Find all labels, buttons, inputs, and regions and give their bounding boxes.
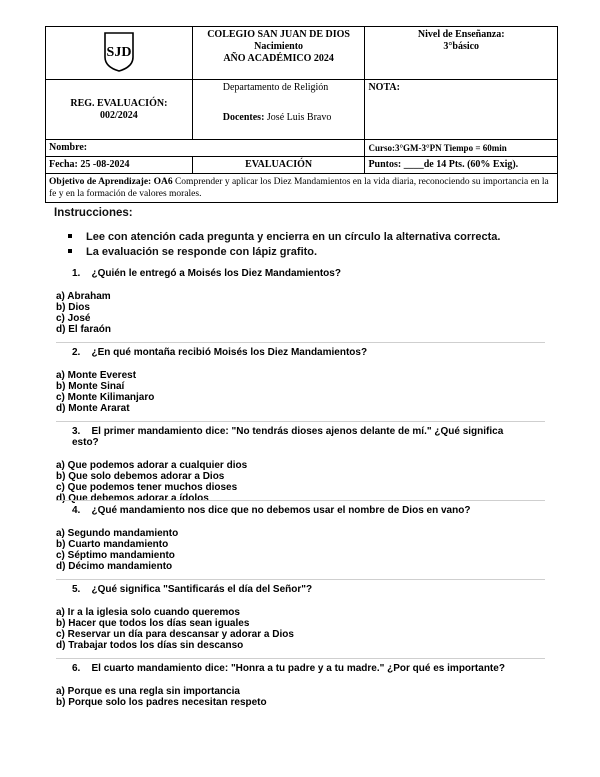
option-a[interactable]: a) Abraham: [56, 291, 111, 302]
option-c[interactable]: c) Que podemos tener muchos dioses: [56, 482, 238, 493]
reg-value: 002/2024: [99, 109, 138, 121]
instruction-item: La evaluación se responde con lápiz grafito.: [68, 246, 556, 258]
question-title: 6. El cuarto mandamiento dice: "Honra a tu padre y a tu madre." ¿Por qué es importante?: [72, 663, 505, 674]
question-options: [0, 291, 530, 335]
divider: [56, 658, 545, 659]
question-title: 4. ¿Qué mandamiento nos dice que no debemos usar el nombre de Dios en vano?: [72, 505, 471, 516]
option-d[interactable]: d) El faraón: [56, 324, 112, 335]
option-c[interactable]: c) Reservar un día para descansar y adorar a Dios: [56, 629, 294, 640]
option-c[interactable]: c) José: [56, 313, 91, 324]
evaluacion-title: EVALUACIÓN: [245, 159, 313, 170]
question-title: 3. El primer mandamiento dice: "No tendrás dioses ajenos delante de mí." ¿Qué significa esto?: [72, 426, 504, 448]
reg-cell: [46, 80, 193, 140]
level-cell: [365, 27, 558, 80]
puntos-cell: [365, 157, 558, 174]
question-options: [0, 460, 530, 504]
academic-year: AÑO ACADÉMICO 2024: [223, 53, 334, 64]
curso-cell: [365, 140, 558, 157]
option-b[interactable]: b) Porque solo los padres necesitan respeto: [56, 697, 267, 708]
question-options: [0, 370, 530, 414]
puntos-text: Puntos: ____de 14 Pts. (60% Exig).: [368, 159, 519, 170]
instructions-list: [56, 231, 556, 258]
option-a[interactable]: a) Que podemos adorar a cualquier dios: [56, 460, 248, 471]
school-city: Nacimiento: [254, 41, 304, 52]
question-4: [0, 505, 530, 572]
svg-text:SJD: SJD: [106, 45, 132, 60]
exam-header-table: [45, 26, 558, 203]
docentes-value: José Luis Bravo: [266, 112, 332, 123]
question-1: [0, 268, 530, 335]
nota-label: NOTA:: [368, 82, 400, 93]
objetivo-label: Objetivo de Aprendizaje: OA6: [49, 177, 173, 187]
question-6: [0, 663, 530, 708]
question-2: [0, 347, 530, 414]
option-a[interactable]: a) Porque es una regla sin importancia: [56, 686, 240, 697]
fecha-cell: [46, 157, 193, 174]
divider: [56, 342, 545, 343]
question-title: 1. ¿Quién le entregó a Moisés los Diez Mandamientos?: [72, 268, 341, 279]
reg-label: REG. EVALUACIÓN:: [70, 97, 168, 109]
option-a[interactable]: a) Ir a la iglesia solo cuando queremos: [56, 607, 240, 618]
question-options: [0, 607, 530, 651]
question-title: 5. ¿Qué significa "Santificarás el día del Señor"?: [72, 584, 313, 595]
option-a[interactable]: a) Monte Everest: [56, 370, 137, 381]
question-options: [0, 686, 530, 708]
option-c[interactable]: c) Séptimo mandamiento: [56, 550, 175, 561]
divider: [56, 500, 545, 501]
option-b[interactable]: b) Hacer que todos los días sean iguales: [56, 618, 250, 629]
option-a[interactable]: a) Segundo mandamiento: [56, 528, 179, 539]
option-d[interactable]: d) Que debemos adorar a ídolos: [56, 493, 209, 504]
divider: [56, 421, 545, 422]
level-value: 3°básico: [443, 41, 480, 52]
fecha-text: Fecha: 25 -08-2024: [49, 159, 130, 170]
option-d[interactable]: d) Décimo mandamiento: [56, 561, 173, 572]
option-c[interactable]: c) Monte Kilimanjaro: [56, 392, 155, 403]
question-title: 2. ¿En qué montaña recibió Moisés los Diez Mandamientos?: [72, 347, 368, 358]
department-name: Departamento de Religión: [222, 82, 329, 93]
school-info-cell: [192, 27, 365, 80]
school-name: COLEGIO SAN JUAN DE DIOS: [207, 29, 350, 40]
option-d[interactable]: d) Monte Ararat: [56, 403, 130, 414]
instructions-section: [56, 207, 556, 270]
objetivo-text: Comprender y aplicar los Diez Mandamientos en la vida diaria, reconociendo su importancia en la fe y en la formación de valores morales.: [49, 177, 549, 199]
docentes-label: Docentes:: [222, 112, 265, 123]
objetivo-cell: [46, 174, 558, 203]
level-label: Nivel de Enseñanza:: [417, 29, 505, 40]
bullet-square-icon: [68, 234, 72, 238]
question-5: [0, 584, 530, 651]
nota-cell: [365, 80, 558, 140]
department-cell: [192, 80, 365, 140]
option-b[interactable]: b) Monte Sinaí: [56, 381, 125, 392]
divider: [56, 579, 545, 580]
instruction-item: Lee con atención cada pregunta y encierra en un círculo la alternativa correcta.: [68, 231, 556, 243]
option-b[interactable]: b) Dios: [56, 302, 90, 313]
option-d[interactable]: d) Trabajar todos los días sin descanso: [56, 640, 244, 651]
nombre-cell[interactable]: [46, 140, 365, 157]
question-options: [0, 528, 530, 572]
bullet-square-icon: [68, 249, 72, 253]
school-logo: [97, 29, 141, 73]
school-logo-cell: [46, 27, 193, 80]
option-b[interactable]: b) Cuarto mandamiento: [56, 539, 169, 550]
curso-text: Curso:3°GM-3°PN Tiempo = 60min: [368, 143, 507, 153]
nombre-label: Nombre:: [49, 142, 88, 153]
docentes-line: [223, 112, 362, 124]
option-b[interactable]: b) Que solo debemos adorar a Dios: [56, 471, 225, 482]
evaluacion-cell: [192, 157, 365, 174]
question-3: [0, 426, 530, 504]
instructions-title: Instrucciones:: [54, 207, 133, 219]
